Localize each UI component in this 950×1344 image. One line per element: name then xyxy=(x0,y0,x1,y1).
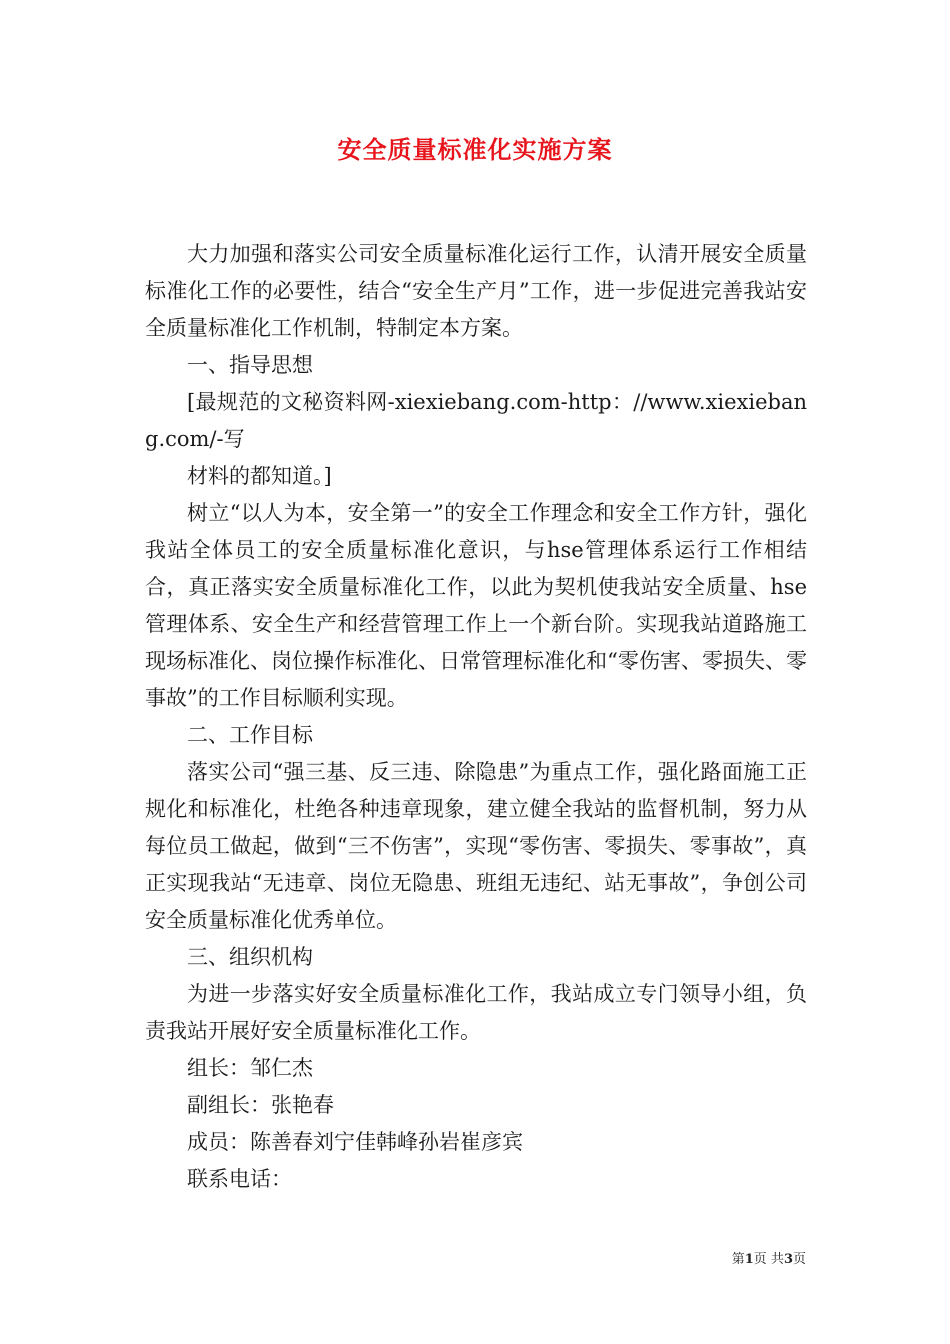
team-leader-line: 组长：邹仁杰 xyxy=(187,1056,313,1080)
section-heading-work-goals: 二、工作目标 xyxy=(187,723,313,747)
total-page-number: 3 xyxy=(783,1252,793,1267)
document-body xyxy=(145,236,807,1198)
source-note-line-1: [最规范的文秘资料网-xiexiebang.com-http：//www.xiexiebang.com/-写 xyxy=(145,390,807,451)
footer-middle: 页 共 xyxy=(753,1252,784,1267)
intro-paragraph: 大力加强和落实公司安全质量标准化运行工作，认清开展安全质量标准化工作的必要性，结合“安全生产月”工作，进一步促进完善我站安全质量标准化工作机制，特制定本方案。 xyxy=(145,242,807,340)
organization-paragraph: 为进一步落实好安全质量标准化工作，我站成立专门领导小组，负责我站开展好安全质量标准化工作。 xyxy=(145,982,807,1043)
guiding-ideology-paragraph: 树立“以人为本，安全第一”的安全工作理念和安全工作方针，强化我站全体员工的安全质量标准化意识，与hse管理体系运行工作相结合，真正落实安全质量标准化工作，以此为契机使我站安全质量、hse管理体系、安全生产和经营管理工作上一个新台阶。实现我站道路施工现场标准化、岗位操作标准化、日常管理标准化和“零伤害、零损失、零事故”的工作目标顺利实现。 xyxy=(145,501,807,710)
deputy-leader-line: 副组长：张艳春 xyxy=(187,1093,334,1117)
section-heading-guiding-ideology: 一、指导思想 xyxy=(187,353,313,377)
footer-suffix: 页 xyxy=(792,1252,806,1267)
members-line: 成员：陈善春刘宁佳韩峰孙岩崔彦宾 xyxy=(187,1130,523,1154)
work-goals-paragraph: 落实公司“强三基、反三违、除隐患”为重点工作，强化路面施工正规化和标准化，杜绝各种违章现象，建立健全我站的监督机制，努力从每位员工做起，做到“三不伤害”，实现“零伤害、零损失、零事故”，真正实现我站“无违章、岗位无隐患、班组无违纪、站无事故”，争创公司安全质量标准化优秀单位。 xyxy=(145,760,807,932)
footer-prefix: 第 xyxy=(731,1252,745,1267)
contact-phone-line: 联系电话： xyxy=(187,1167,292,1191)
section-heading-organization: 三、组织机构 xyxy=(187,945,313,969)
source-note-line-2: 材料的都知道。] xyxy=(187,464,332,488)
page-number-footer xyxy=(0,1248,806,1267)
document-title: 安全质量标准化实施方案 xyxy=(337,135,613,164)
current-page-number: 1 xyxy=(744,1252,754,1267)
